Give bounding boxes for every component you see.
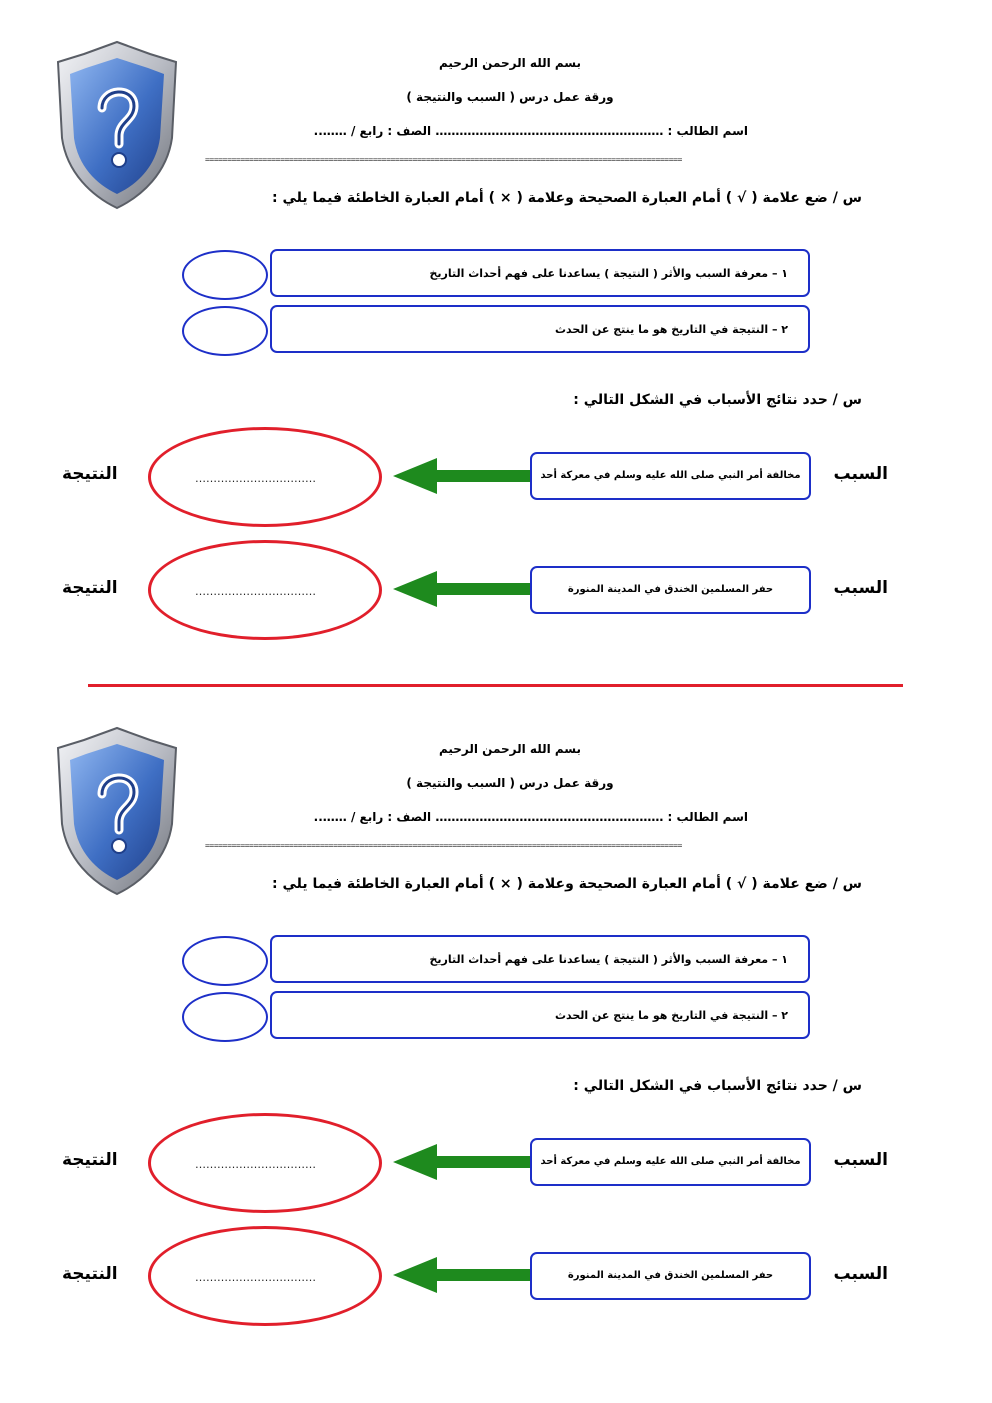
cause-box-1 [530, 452, 811, 500]
statement-box-2 [270, 305, 810, 353]
result-label: النتيجة [62, 464, 118, 484]
question-1-prompt: س / ضع علامة ( √ ) أمام العبارة الصحيحة وعلامة ( × ) أمام العبارة الخاطئة فيما يلي : [272, 190, 862, 206]
separator-line: ============================================================================================================ [205, 841, 682, 850]
result-blank-1[interactable]: …………………………… [195, 1158, 316, 1171]
cause-box-1 [530, 1138, 811, 1186]
worksheet-title: ورقة عمل درس ( السبب والنتيجة ) [406, 90, 614, 104]
shield-question-icon [52, 724, 182, 896]
statement-1-text: ١ – معرفة السبب والأثر ( النتيجة ) يساعدنا على فهم أحداث التاريخ [429, 953, 788, 966]
student-name-line[interactable]: اسم الطالب : ………………………………………………… الصف : رابع / …….. [313, 124, 748, 138]
answer-oval-2[interactable] [182, 306, 268, 356]
cause-label: السبب [833, 464, 888, 484]
statement-box-1 [270, 249, 810, 297]
arrow-left-icon [393, 1142, 530, 1182]
cause-1-text: مخالفة أمر النبي صلى الله عليه وسلم في معركة أحد [540, 1156, 801, 1167]
answer-oval-2[interactable] [182, 992, 268, 1042]
question-2-prompt: س / حدد نتائج الأسباب في الشكل التالي : [573, 1078, 862, 1094]
result-label: النتيجة [62, 578, 118, 598]
result-blank-1[interactable]: …………………………… [195, 472, 316, 485]
arrow-left-icon [393, 569, 530, 609]
statement-box-1 [270, 935, 810, 983]
question-1-prompt: س / ضع علامة ( √ ) أمام العبارة الصحيحة وعلامة ( × ) أمام العبارة الخاطئة فيما يلي : [272, 876, 862, 892]
cause-label: السبب [833, 578, 888, 598]
result-blank-2[interactable]: …………………………… [195, 1271, 316, 1284]
cause-box-2 [530, 1252, 811, 1300]
student-name-line[interactable]: اسم الطالب : ………………………………………………… الصف : رابع / …….. [313, 810, 748, 824]
basmala: بسم الله الرحمن الرحيم [438, 742, 582, 756]
result-blank-2[interactable]: …………………………… [195, 585, 316, 598]
cause-label: السبب [833, 1264, 888, 1284]
arrow-left-icon [393, 1255, 530, 1295]
separator-line: ============================================================================================================ [205, 155, 682, 164]
arrow-left-icon [393, 456, 530, 496]
shield-question-icon [52, 38, 182, 210]
statement-1-text: ١ – معرفة السبب والأثر ( النتيجة ) يساعدنا على فهم أحداث التاريخ [429, 267, 788, 280]
worksheet-title: ورقة عمل درس ( السبب والنتيجة ) [406, 776, 614, 790]
basmala: بسم الله الرحمن الرحيم [438, 56, 582, 70]
question-2-prompt: س / حدد نتائج الأسباب في الشكل التالي : [573, 392, 862, 408]
worksheet-1 [0, 0, 992, 690]
statement-2-text: ٢ – النتيجة في التاريخ هو ما ينتج عن الحدث [554, 323, 788, 336]
answer-oval-1[interactable] [182, 250, 268, 300]
answer-oval-1[interactable] [182, 936, 268, 986]
cause-2-text: حفر المسلمين الخندق في المدينة المنورة [567, 1270, 774, 1281]
result-label: النتيجة [62, 1150, 118, 1170]
cause-2-text: حفر المسلمين الخندق في المدينة المنورة [567, 584, 774, 595]
statement-2-text: ٢ – النتيجة في التاريخ هو ما ينتج عن الحدث [554, 1009, 788, 1022]
result-label: النتيجة [62, 1264, 118, 1284]
worksheet-2 [0, 686, 992, 1376]
cause-label: السبب [833, 1150, 888, 1170]
cause-1-text: مخالفة أمر النبي صلى الله عليه وسلم في معركة أحد [540, 470, 801, 481]
cause-box-2 [530, 566, 811, 614]
statement-box-2 [270, 991, 810, 1039]
